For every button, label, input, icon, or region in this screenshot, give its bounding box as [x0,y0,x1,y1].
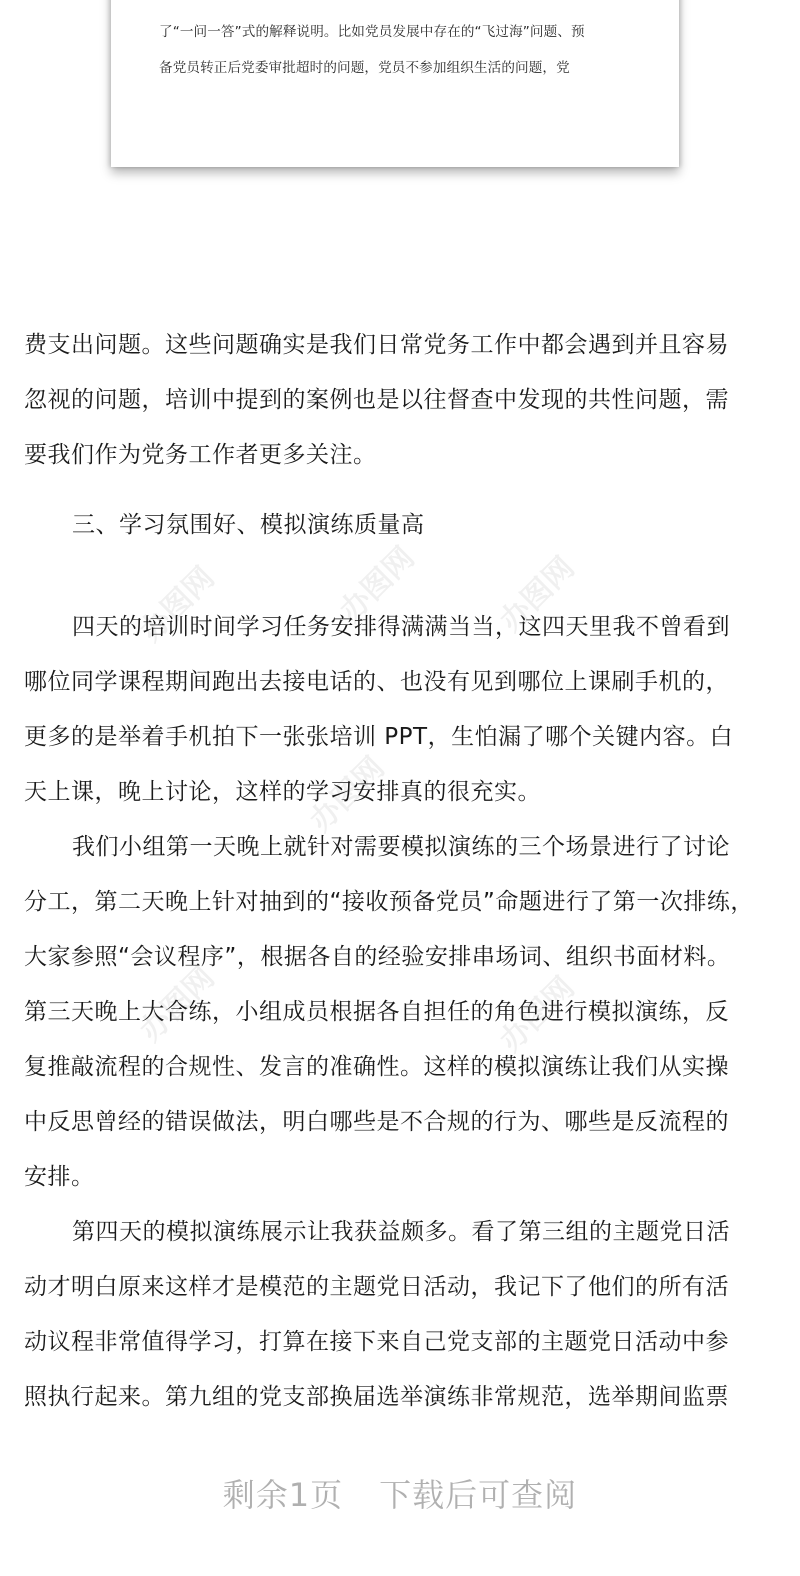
paragraph-line: 中反思曾经的错误做法，明白哪些是不合规的行为、哪些是反流程的 [24,1109,729,1135]
remaining-pages-label: 剩余1页 [222,1476,344,1514]
watermark: 办图网 [493,550,582,639]
section-heading: 三、学习氛围好、模拟演练质量高 [72,512,425,538]
paragraph-line: 哪位同学课程期间跑出去接电话的、也没有见到哪位上课刷手机的， [24,669,729,695]
paragraph-line: 分工，第二天晚上针对抽到的“接收预备党员”命题进行了第一次排练， [24,889,754,915]
preview-line: 了“一问一答”式的解释说明。比如党员发展中存在的“飞过海”问题、预 [159,24,585,40]
paragraph-line: 大家参照“会议程序”，根据各自的经验安排串场词、组织书面材料。 [24,944,731,970]
paragraph-line: 我们小组第一天晚上就针对需要模拟演练的三个场景进行了讨论 [72,834,730,860]
download-to-view-label[interactable]: 下载后可查阅 [379,1476,578,1514]
paragraph-line: 照执行起来。第九组的党支部换届选举演练非常规范，选举期间监票 [24,1384,729,1410]
watermark: 办图网 [333,540,422,629]
preview-line: 备党员转正后党委审批超时的问题，党员不参加组织生活的问题，党 [159,60,570,76]
watermark: 办图网 [493,970,582,1059]
paragraph-line: 安排。 [24,1164,95,1190]
paragraph-line: 复推敲流程的合规性、发言的准确性。这样的模拟演练让我们从实操 [24,1054,729,1080]
paragraph-line: 四天的培训时间学习任务安排得满满当当，这四天里我不曾看到 [72,614,730,640]
watermark: 办图网 [133,560,222,649]
paragraph-line: 要我们作为党务工作者更多关注。 [24,442,377,468]
paragraph-line: 更多的是举着手机拍下一张张培训 PPT，生怕漏了哪个关键内容。白 [24,724,734,750]
remaining-pages-notice[interactable] [0,1470,800,1516]
previous-page-preview [111,0,679,167]
paragraph-line: 第四天的模拟演练展示让我获益颇多。看了第三组的主题党日活 [72,1219,730,1245]
watermark: 办图网 [303,750,392,839]
paragraph-line: 忽视的问题，培训中提到的案例也是以往督查中发现的共性问题，需 [24,387,729,413]
paragraph-line: 天上课，晚上讨论，这样的学习安排真的很充实。 [24,779,541,805]
paragraph-line: 第三天晚上大合练，小组成员根据各自担任的角色进行模拟演练，反 [24,999,729,1025]
paragraph-line: 动议程非常值得学习，打算在接下来自己党支部的主题党日活动中参 [24,1329,729,1355]
watermark: 办图网 [133,960,222,1049]
paragraph-line: 费支出问题。这些问题确实是我们日常党务工作中都会遇到并且容易 [24,332,729,358]
paragraph-line: 动才明白原来这样才是模范的主题党日活动，我记下了他们的所有活 [24,1274,729,1300]
